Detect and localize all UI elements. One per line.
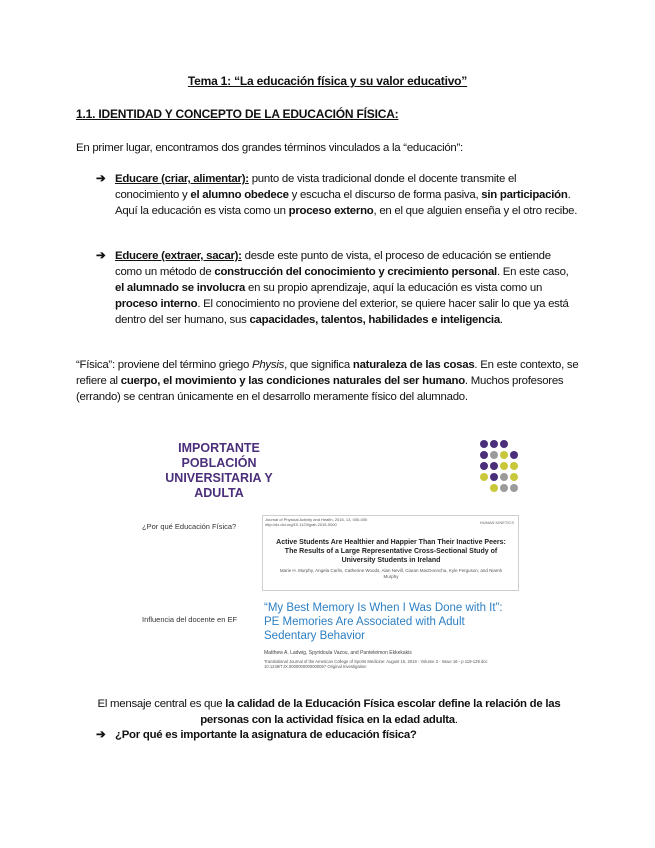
- decorative-dot: [510, 484, 518, 492]
- conclusion-paragraph: El mensaje central es que la calidad de la Educación Física escolar define la relación de las personas con la actividad física en la edad adulta.: [97, 698, 561, 726]
- decorative-dots-icon: [479, 439, 519, 499]
- decorative-dot: [480, 440, 488, 448]
- paper-2-title: “My Best Memory Is When I Was Done with It”: PE Memories Are Associated with Adult Sedentary Behavior: [264, 602, 503, 642]
- decorative-dot: [490, 440, 498, 448]
- educere-text: Educere (extraer, sacar): desde este punto de vista, el proceso de educación se entiende como un método de construcción del conocimiento y crecimiento personal. En este caso, el alumnado se involucra en su propio aprendizaje, aquí la educación es vista como un proceso interno. El conocimiento no proviene del exterior, se quiere hacer salir lo que ya está dentro del ser humano, sus capacidades, talentos, habilidades e inteligencia.: [115, 250, 569, 326]
- intro-paragraph: En primer lugar, encontramos dos grandes términos vinculados a la “educación”:: [76, 142, 463, 154]
- paper-1-meta: Journal of Physical Activity and Health, 2016, 13, 000-000 http://dx.doi.org/10.1123/jpah.2015-0000: [265, 517, 368, 527]
- paper-1-title: Active Students Are Healthier and Happier Than Their Inactive Peers: The Results of a Large Representative Cross-Sectional Study of University Students in Ireland: [276, 539, 506, 564]
- paper-1-thumbnail: [262, 515, 519, 591]
- decorative-dot: [500, 484, 508, 492]
- decorative-dot: [500, 462, 508, 470]
- paper-2-meta: Translational Journal of the American College of Sports Medicine: August 15, 2018 - Volume 3 - Issue 16 - p 119-129 doi: 10.1249/TJX.0000000000000067 Original Investigation: [264, 659, 488, 670]
- arrow-bullet-icon: ➔: [96, 729, 106, 741]
- decorative-dot: [500, 440, 508, 448]
- educare-term: Educare (criar, alimentar):: [115, 173, 249, 185]
- decorative-dot: [500, 473, 508, 481]
- decorative-dot: [510, 462, 518, 470]
- decorative-dot: [480, 462, 488, 470]
- decorative-dot: [480, 473, 488, 481]
- section-heading: 1.1. IDENTIDAD Y CONCEPTO DE LA EDUCACIÓN FÍSICA:: [76, 107, 399, 121]
- decorative-dot: [490, 484, 498, 492]
- arrow-bullet-icon: ➔: [96, 250, 106, 262]
- decorative-dot: [510, 473, 518, 481]
- decorative-dot: [490, 451, 498, 459]
- decorative-dot: [500, 451, 508, 459]
- decorative-dot: [490, 473, 498, 481]
- question-text: ¿Por qué es importante la asignatura de educación física?: [115, 729, 417, 741]
- decorative-dot: [480, 451, 488, 459]
- arrow-bullet-icon: ➔: [96, 173, 106, 185]
- paper-1-logo: HUMAN KINETICS: [479, 520, 514, 525]
- educere-term: Educere (extraer, sacar):: [115, 250, 242, 262]
- decorative-dot: [490, 462, 498, 470]
- paper-2-authors: Matthew A. Ladwig, Spyridoula Vazou, and Panteleimon Ekkekakis: [264, 650, 412, 656]
- educare-text: Educare (criar, alimentar): punto de vista tradicional donde el docente transmite el conocimiento y el alumno obedece y escucha el discurso de forma pasiva, sin participación. Aquí la educación es vista como un proceso externo, en el que alguien enseña y el otro recibe.: [115, 173, 578, 217]
- decorative-dot: [510, 451, 518, 459]
- slide-question-1: ¿Por qué Educación Física?: [142, 522, 237, 531]
- fisica-paragraph: “Física”: proviene del término griego Physis, que significa naturaleza de las cosas. En este contexto, se refiere al cuerpo, el movimiento y las condiciones naturales del ser humano. Muchos profesores (errando) se centran únicamente en el desarrollo meramente físico del alumnado.: [76, 359, 579, 403]
- slide-question-2: Influencia del docente en EF: [142, 615, 238, 624]
- page-title: Tema 1: “La educación física y su valor educativo”: [187, 74, 468, 88]
- paper-1-authors: Marie H. Murphy, Angela Carlin, Catherine Woods, Alan Nevill, Ciaran MacDonncha, Kyle Ferguson, and Niamh Murphy: [279, 568, 503, 579]
- embedded-slide-image: [134, 433, 521, 683]
- slide-heading: IMPORTANTE POBLACIÓN UNIVERSITARIA Y ADULTA: [165, 441, 273, 500]
- paper-2-thumbnail: [262, 599, 517, 683]
